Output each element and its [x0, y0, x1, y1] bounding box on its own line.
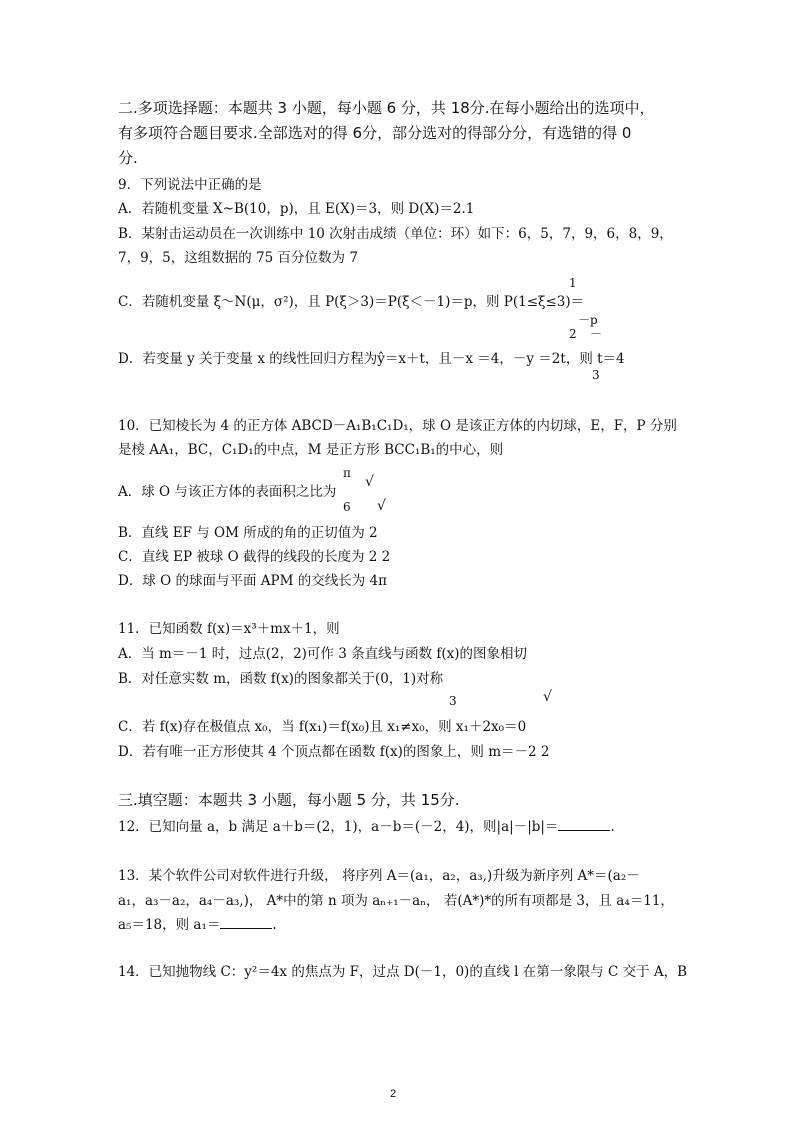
page-number: 2 [390, 1088, 397, 1100]
q9-option-b-line1: B．某射击运动员在一次训练中 10 次射击成绩（单位：环）如下：6，5，7，9，6，8，9， [118, 226, 673, 242]
q10-b-sqrt: √ [377, 498, 386, 514]
q9-option-d: D．若变量 y 关于变量 x 的线性回归方程为ŷ＝x＋t，且－x ＝4，－y ＝2t，则 t＝4 [118, 351, 625, 367]
q12-stem: 12．已知向量 a，b 满足 a＋b＝(2，1)，a－b＝(－2，4)，则|a|－|b|＝ [118, 819, 559, 835]
q13-answer-blank[interactable] [220, 916, 272, 929]
section2-heading-line1: 二.多项选择题：本题共 3 小题，每小题 6 分，共 18分.在每小题给出的选项中， [118, 99, 655, 117]
q10-option-c: C．直线 EP 被球 O 截得的线段的长度为 2 2 [118, 549, 391, 565]
q10-option-d: D．球 O 的球面与平面 APM 的交线长为 4π [118, 573, 387, 589]
q10-stem-line1: 10．已知棱长为 4 的正方体 ABCD－A₁B₁C₁D₁，球 O 是该正方体的内切球，E，F，P 分别 [118, 418, 677, 434]
q9-c-fraction-bottom: 2 [569, 327, 577, 341]
q9-option-c: C．若随机变量 ξ～N(μ，σ²)，且 P(ξ＞3)＝P(ξ＜－1)＝p，则 P(1≤ξ≤3)＝ [118, 294, 585, 310]
section2-heading-line3: 分. [118, 149, 138, 167]
q10-option-a: A．球 O 与该正方体的表面积之比为 [118, 484, 337, 500]
q11-option-b: B．对任意实数 m，函数 f(x)的图象都关于(0，1)对称 [118, 671, 444, 687]
q13-period: . [272, 917, 277, 933]
q10-a-sqrt: √ [365, 474, 374, 490]
q10-option-b: B．直线 EF 与 OM 所成的角的正切值为 2 [118, 525, 378, 541]
q9-c-fraction-top: 1 [569, 276, 577, 290]
q12-text [118, 818, 615, 836]
q9-option-b-line2: 7，9，5，这组数据的 75 百分位数为 7 [118, 250, 358, 266]
q11-option-d: D．若有唯一正方形使其 4 个顶点都在函数 f(x)的图象上，则 m＝－2 2 [118, 744, 550, 760]
q12-answer-blank[interactable] [558, 818, 610, 831]
q9-c-minus-p: －p [578, 313, 598, 327]
q9-stem: 9．下列说法中正确的是 [118, 177, 262, 193]
q13-line3-wrap [118, 916, 277, 934]
q9-option-a: A．若随机变量 X~B(10，p)，且 E(X)＝3，则 D(X)＝2.1 [118, 201, 475, 217]
q13-line3: a₅＝18，则 a₁＝ [118, 917, 221, 933]
q11-three: 3 [449, 694, 457, 708]
q11-sqrt: √ [543, 689, 552, 705]
q10-a-pi: π [343, 466, 351, 480]
q9-c-dash: － [590, 327, 603, 341]
q11-option-a: A．当 m＝－1 时，过点(2，2)可作 3 条直线与函数 f(x)的图象相切 [118, 646, 528, 662]
q12-period: . [610, 819, 615, 835]
q11-option-c: C．若 f(x)存在极值点 x₀，当 f(x₁)＝f(x₀)且 x₁≠x₀，则 x₁＋2x₀＝0 [118, 719, 527, 735]
section2-heading-line2: 有多项符合题目要求.全部选对的得 6分，部分选对的得部分分，有选错的得 0 [118, 124, 632, 142]
q13-line2: a₁，a₃－a₂，a₄－a₃,)， A*中的第 n 项为 aₙ₊₁－aₙ， 若(A*)*的所有项都是 3，且 a₄＝11， [118, 893, 674, 909]
q14-line1: 14．已知抛物线 C：y²＝4x 的焦点为 F，过点 D(－1，0)的直线 l 在第一象限与 C 交于 A，B [118, 964, 688, 980]
q11-stem: 11．已知函数 f(x)＝x³＋mx＋1，则 [118, 621, 340, 637]
q10-stem-line2: 是棱 AA₁，BC，C₁D₁的中点，M 是正方形 BCC₁B₁的中心，则 [118, 442, 504, 458]
section3-heading: 三.填空题：本题共 3 小题，每小题 5 分，共 15分. [118, 791, 460, 809]
q9-d-denominator: 3 [592, 368, 600, 382]
q13-line1: 13．某个软件公司对软件进行升级， 将序列 A＝(a₁，a₂，a₃,)升级为新序列 A*＝(a₂－ [118, 868, 640, 884]
q10-a-six: 6 [343, 500, 351, 514]
